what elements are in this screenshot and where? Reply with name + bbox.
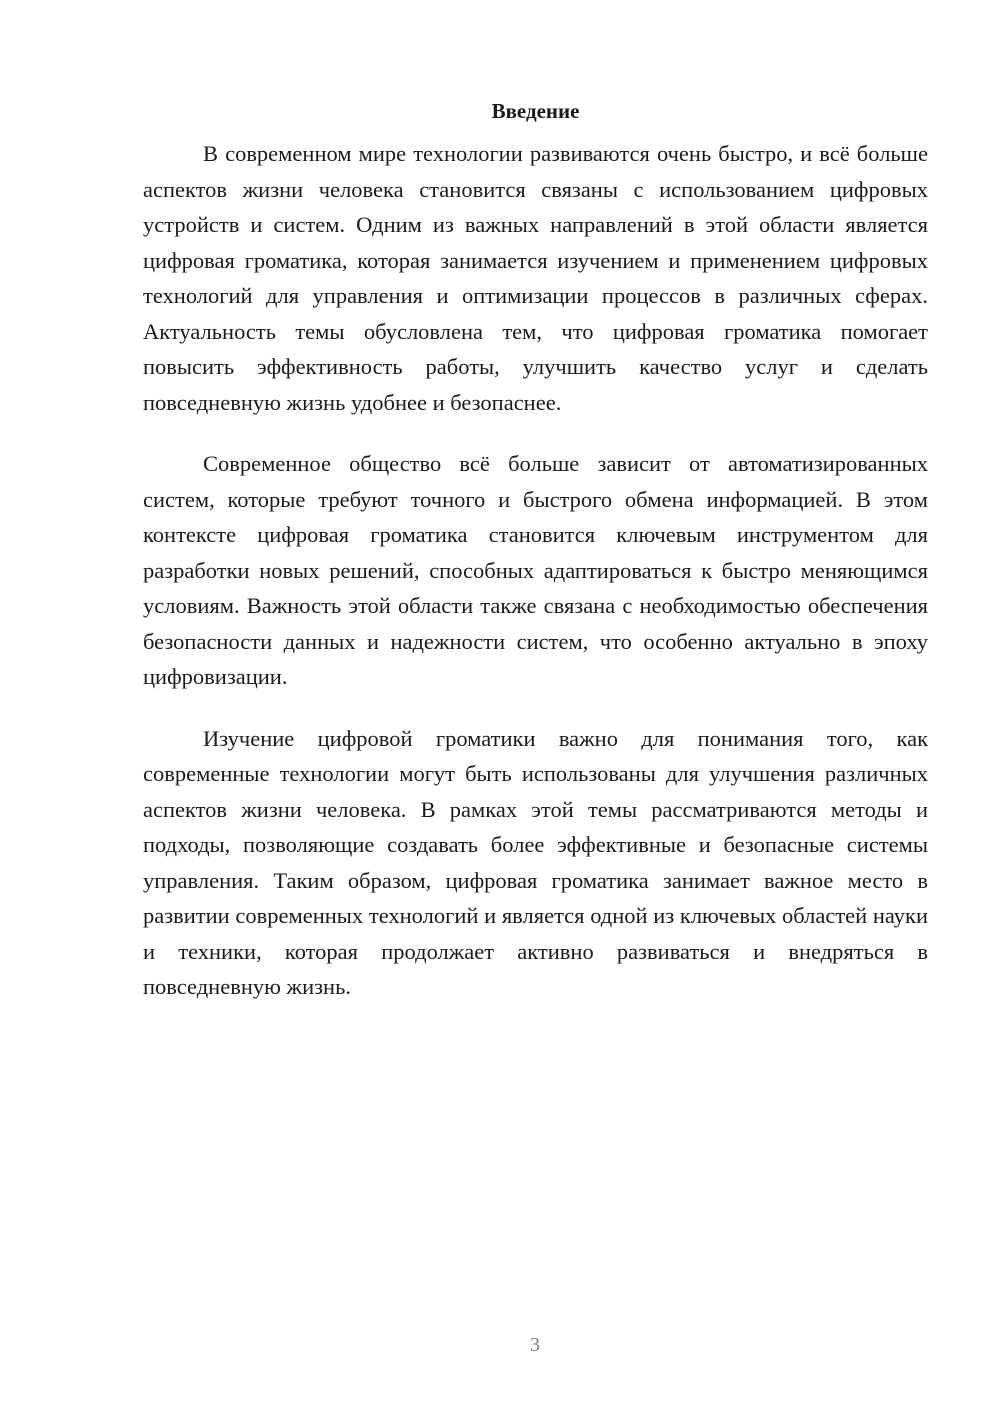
section-heading: Введение <box>491 99 580 123</box>
paragraph-3: Изучение цифровой громатики важно для понимания того, как современные технологии могут быть использованы для улучшения различных аспектов жизни человека. В рамках этой темы рассматриваются методы и подходы, позволяющие создавать более эффективные и безопасные системы управления. Таким образом, цифровая громатика занимает важное место в развитии современных технологий и является одной из ключевых областей науки и техники, которая продолжает активно развиваться и внедряться в повседневную жизнь. <box>143 725 928 999</box>
paragraph-2: Современное общество всё больше зависит от автоматизированных систем, которые требуют точного и быстрого обмена информацией. В этом контексте цифровая громатика становится ключевым инструментом для разработки новых решений, способных адаптироваться к быстро меняющимся условиям. Важность этой области также связана с необходимостью обеспечения безопасности данных и надежности систем, что особенно актуально в эпоху цифровизации. <box>143 451 928 689</box>
paragraph-1: В современном мире технологии развиваются очень быстро, и всё больше аспектов жизни человека становится связаны с использованием цифровых устройств и систем. Одним из важных направлений в этой области является цифровая громатика, которая занимается изучением и применением цифровых технологий для управления и оптимизации процессов в различных сферах. Актуальность темы обусловлена тем, что цифровая громатика помогает повысить эффективность работы, улучшить качество услуг и сделать повседневную жизнь удобнее и безопаснее. <box>143 141 928 415</box>
page-content <box>143 96 928 1031</box>
page-number: 3 <box>530 1334 540 1356</box>
